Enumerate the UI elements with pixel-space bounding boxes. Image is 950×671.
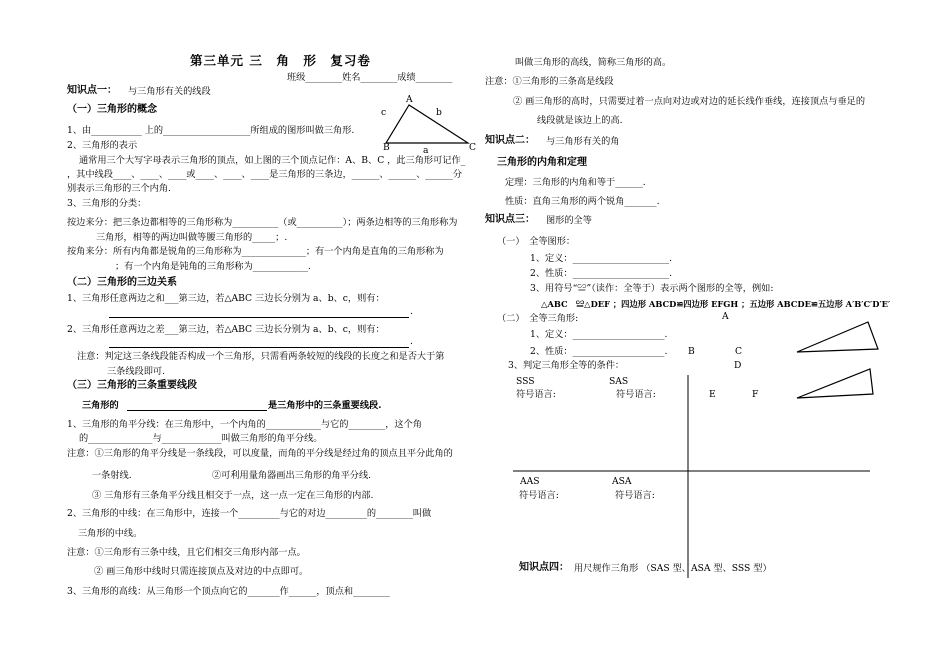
section-concept-heading: （一）三角形的概念 <box>67 104 157 115</box>
text-line: 按角来分：所有内角都是锐角的三角形称为______________；有一个内角是直角的三角形称为 <box>67 246 444 257</box>
text-line: 叫做三角形的高线，简称三角形的高。 <box>515 57 672 68</box>
text-line: ②可利用量角器画出三角形的角平分线. <box>212 470 372 481</box>
knowledge-point-4-label: 知识点四： <box>519 562 569 573</box>
knowledge-point-3-label: 知识点三： <box>485 214 535 225</box>
fig1-vertex-b: B <box>383 142 390 153</box>
fig2-vertex-b: B <box>688 346 695 357</box>
fig1-vertex-c: C <box>469 142 477 153</box>
text-line: 注意：①三角形的三条高是线段 <box>485 76 614 87</box>
text-line: 性质：直角三角形的两个锐角_______. <box>505 196 660 207</box>
symbol-language-label: 符号语言: <box>516 389 556 400</box>
knowledge-point-2-label: 知识点二： <box>485 135 535 146</box>
text-line: 注意：判定这三条线段能否构成一个三角形，只需看两条较短的线段的长度之和是否大于第 <box>77 351 445 362</box>
text-line: 注意：①三角形的角平分线是一条线段，可以度量，而角的平分线是经过角的顶点且平分此角的 <box>67 448 453 459</box>
text-line: 是三角形中的三条重要线段. <box>268 400 382 411</box>
text-line: 1、定义：____________________. <box>530 329 668 340</box>
section-segments-heading: （三）三角形的三条重要线段 <box>67 380 197 391</box>
text-line: 1、定义：_____________________. <box>530 253 672 264</box>
symbol-language-label: 符号语言: <box>616 389 656 400</box>
text-line: 3、三角形的高线：从三角形一个顶点向它的_______作______，顶点和________ <box>67 586 390 597</box>
text-line: 的______________与_____________叫做三角形的角平分线。 <box>79 433 323 444</box>
text-line: ③ 三角形有三条角平分线且相交于一点，这一点一定在三角形的内部. <box>92 490 374 501</box>
text-line: 三角形的中线。 <box>78 528 143 539</box>
fig1-side-a: a <box>423 145 429 156</box>
text-line: 通常用三个大写字母表示三角形的顶点，如上图的三个顶点记作：A、B、C ，此三角形可记作_ <box>79 155 466 166</box>
text-line: 按边来分：把三条边都相等的三角形称为__________（或__________）；两条边相等的三角形称为 <box>67 217 458 228</box>
text-line: 3、判定三角形全等的条件： <box>508 360 625 371</box>
fig1-side-b: b <box>436 107 442 118</box>
text-line: 3、三角形的分类： <box>67 198 147 209</box>
text-line: ② 画三角形的高时，只需要过着一点向对边或对边的延长线作垂线，连接顶点与垂足的 <box>513 96 866 107</box>
fig2-vertex-c: C <box>735 346 743 357</box>
answer-blank-line <box>109 347 409 348</box>
answer-blank-line <box>127 410 267 411</box>
text-line: 2、三角形的中线：在三角形中，连接一个_________与它的对边_________的________叫做 <box>67 508 432 519</box>
section-angle-sum-heading: 三角形的内角和定理 <box>497 157 587 168</box>
text-line: ；有一个内角是钝角的三角形称为____________. <box>115 261 311 272</box>
text-line: 三角形的 <box>82 400 119 411</box>
text-line: 注意：①三角形有三条中线，且它们相交三角形内部一点。 <box>67 547 306 558</box>
text-line: 一条射线. <box>92 470 132 481</box>
fig2-vertex-d: D <box>734 360 742 371</box>
knowledge-point-1-text: 与三角形有关的线段 <box>128 86 211 97</box>
symbol-language-label: 符号语言: <box>519 490 559 501</box>
text-line: 1、三角形的角平分线：在三角形中，一个内角的____________与它的________，这个角 <box>67 419 422 430</box>
fig1-side-c: c <box>381 107 387 118</box>
text-line: 2、三角形任意两边之差___第三边，若△ABC 三边长分别为 a、b、c，则有： <box>67 324 385 335</box>
criterion-asa: ASA <box>612 476 632 487</box>
text-line: 2、性质：_____________________. <box>530 268 672 279</box>
answer-blank-line <box>109 317 409 318</box>
text-line: ，其中线段____、____、____或____、____、____是三角形的三条边，______、______、______分 <box>67 169 463 180</box>
text-line: 定理：三角形的内角和等于______. <box>505 177 646 188</box>
knowledge-point-3-text: 图形的全等 <box>546 215 592 226</box>
page-title: 第三单元 三 角 形 复习卷 <box>190 53 371 68</box>
fig2-vertex-e: E <box>709 389 716 400</box>
fig2-vertex-f: F <box>752 389 759 400</box>
fig1-vertex-a: A <box>406 94 413 105</box>
text-line: 三条线段即可. <box>107 366 166 377</box>
section-sides-heading: （二）三角形的三边关系 <box>67 277 177 288</box>
text-line: ② 画三角形中线时只需连接顶点及对边的中点即可。 <box>94 566 309 577</box>
text-line: 1、由___________ 上的___________________所组成的图形叫做三角形. <box>67 125 355 136</box>
fig2-vertex-a: A <box>722 311 729 322</box>
text-line: 2、三角形的表示 <box>67 140 138 151</box>
text-line: （二） 全等三角形: <box>497 313 579 324</box>
criterion-sss: SSS <box>516 376 535 387</box>
criterion-sas: SAS <box>609 376 629 387</box>
knowledge-point-4-text: 用尺规作三角形 （SAS 型、ASA 型、SSS 型） <box>574 563 772 574</box>
symbol-language-label: 符号语言: <box>615 490 655 501</box>
text-line: （一） 全等图形： <box>497 236 576 247</box>
text-line: 1、三角形任意两边之和___第三边，若△ABC 三边长分别为 a、b、c，则有： <box>67 293 385 304</box>
knowledge-point-2-text: 与三角形有关的角 <box>546 136 620 147</box>
text-line: 线段就是该边上的高. <box>537 115 623 126</box>
text-line: . <box>410 306 413 317</box>
text-line: 3、用符号“≌”（读作：全等于）表示两个图形的全等，例如: <box>530 283 774 294</box>
text-line: 2、性质：____________________. <box>530 346 668 357</box>
text-line: . <box>410 336 413 347</box>
class-name-score-line: 班级________姓名________成绩________ <box>287 72 453 83</box>
knowledge-point-1-label: 知识点一： <box>67 85 117 96</box>
criterion-aas: AAS <box>520 476 540 487</box>
text-line: △ABC ≌△DEF ；四边形 ABCD≌四边形 EFGH ；五边形 ABCDE≌五边形 A′B′C′D′E′ <box>541 299 891 309</box>
text-line: 别表示三角形的三个内角. <box>67 183 171 194</box>
text-line: 三角形，相等的两边叫做等腰三角形的_____；. <box>96 232 288 243</box>
